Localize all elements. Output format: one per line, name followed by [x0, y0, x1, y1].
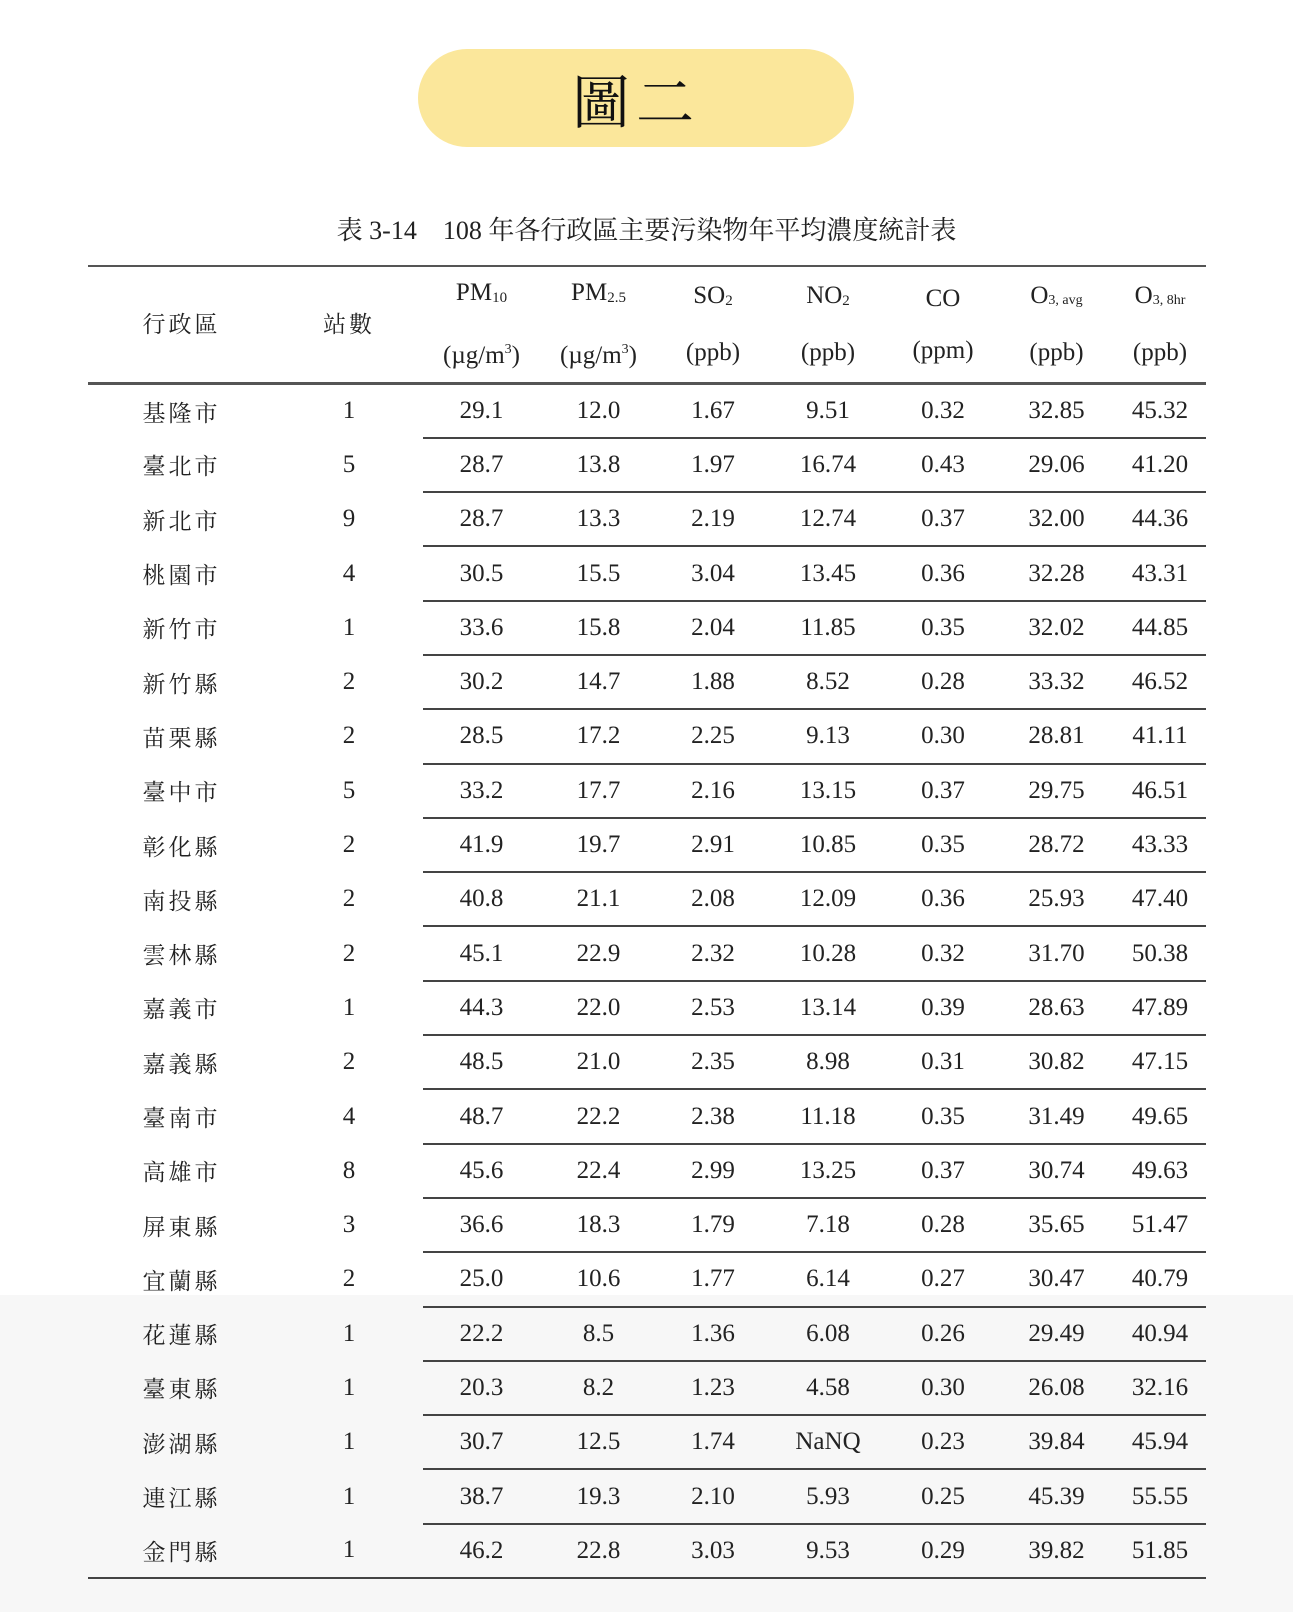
table-row	[88, 818, 1206, 872]
cell-pm10: 22.2	[423, 1307, 540, 1361]
cell-co: 0.29	[887, 1524, 999, 1578]
cell-pm25: 8.5	[540, 1307, 657, 1361]
cell-o3-8hr: 49.63	[1114, 1144, 1206, 1198]
cell-no2: 8.98	[769, 1035, 887, 1089]
pollutant-table-container	[88, 265, 1206, 1579]
cell-stations: 3	[342, 1211, 356, 1239]
cell-no2: 13.14	[769, 981, 887, 1035]
cell-no2: 11.18	[769, 1089, 887, 1143]
cell-co: 0.27	[887, 1252, 999, 1306]
cell-so2: 1.97	[657, 438, 769, 492]
cell-no2: NaNQ	[769, 1415, 887, 1469]
cell-no2: 13.25	[769, 1144, 887, 1198]
cell-stations: 1	[275, 1524, 423, 1578]
cell-o3-8hr: 44.85	[1114, 601, 1206, 655]
cell-o3-avg: 35.65	[999, 1198, 1114, 1252]
cell-no2: 13.15	[769, 764, 887, 818]
table-row	[88, 492, 1206, 546]
header-co: CO (ppm)	[887, 266, 999, 384]
cell-co: 0.35	[887, 1089, 999, 1143]
cell-pm10: 45.6	[423, 1144, 540, 1198]
cell-so2: 1.74	[657, 1415, 769, 1469]
table-row	[88, 1089, 1206, 1143]
cell-region: 南投縣	[142, 888, 221, 914]
cell-no2: 10.28	[769, 926, 887, 980]
cell-pm10: 33.2	[423, 764, 540, 818]
cell-pm25: 19.7	[540, 818, 657, 872]
cell-o3-8hr: 45.32	[1114, 384, 1206, 438]
cell-pm25: 21.1	[540, 872, 657, 926]
table-row	[88, 1144, 1206, 1198]
cell-region: 花蓮縣	[142, 1323, 221, 1349]
cell-o3-avg: 30.74	[999, 1144, 1114, 1198]
cell-region: 臺中市	[142, 780, 221, 806]
cell-pm10: 44.3	[423, 981, 540, 1035]
cell-co: 0.32	[887, 926, 999, 980]
cell-stations: 2	[342, 831, 356, 859]
cell-so2: 1.67	[657, 384, 769, 438]
cell-so2: 2.25	[657, 709, 769, 763]
cell-stations: 8	[342, 1156, 356, 1184]
cell-pm10: 30.2	[423, 655, 540, 709]
table-row	[88, 1415, 1206, 1469]
cell-pm10: 38.7	[423, 1469, 540, 1523]
header-pm25: $PM_{2.5}$ $(\mu g/m^3)$	[540, 266, 657, 384]
cell-co: 0.32	[887, 384, 999, 438]
cell-so2: 2.19	[657, 492, 769, 546]
header-o3-avg: $O_{3, avg}$ (ppb)	[999, 266, 1114, 384]
cell-stations: 5	[342, 776, 356, 804]
table-row	[88, 1198, 1206, 1252]
cell-so2: 2.38	[657, 1089, 769, 1143]
cell-pm10: 40.8	[423, 872, 540, 926]
cell-no2: 4.58	[769, 1361, 887, 1415]
cell-o3-avg: 30.82	[999, 1035, 1114, 1089]
table-row	[88, 546, 1206, 600]
cell-pm25: 13.8	[540, 438, 657, 492]
cell-o3-8hr: 47.15	[1114, 1035, 1206, 1089]
cell-co: 0.36	[887, 546, 999, 600]
cell-no2: 9.51	[769, 384, 887, 438]
cell-pm10: 20.3	[423, 1361, 540, 1415]
cell-stations: 4	[342, 559, 356, 587]
table-row	[88, 384, 1206, 438]
cell-pm25: 21.0	[540, 1035, 657, 1089]
cell-o3-8hr: 32.16	[1114, 1361, 1206, 1415]
cell-region: 臺東縣	[142, 1377, 221, 1403]
cell-region: 新竹縣	[142, 671, 221, 697]
cell-pm10: 41.9	[423, 818, 540, 872]
table-row	[88, 926, 1206, 980]
cell-so2: 2.53	[657, 981, 769, 1035]
figure-badge	[418, 49, 854, 147]
cell-stations: 4	[342, 1102, 356, 1130]
cell-stations: 5	[342, 450, 356, 478]
cell-o3-avg: 29.49	[999, 1307, 1114, 1361]
cell-pm10: 28.5	[423, 709, 540, 763]
cell-o3-8hr: 50.38	[1114, 926, 1206, 980]
cell-pm25: 14.7	[540, 655, 657, 709]
cell-o3-8hr: 46.51	[1114, 764, 1206, 818]
cell-no2: 5.93	[769, 1469, 887, 1523]
cell-pm10: 36.6	[423, 1198, 540, 1252]
cell-o3-avg: 28.72	[999, 818, 1114, 872]
cell-region: 高雄市	[142, 1160, 221, 1186]
cell-stations: 1	[342, 1482, 356, 1510]
cell-co: 0.31	[887, 1035, 999, 1089]
cell-co: 0.25	[887, 1469, 999, 1523]
cell-o3-avg: 30.47	[999, 1252, 1114, 1306]
table-row	[88, 709, 1206, 763]
cell-stations: 1	[342, 1373, 356, 1401]
cell-stations: 2	[342, 668, 356, 696]
header-no2: $NO_2$ (ppb)	[769, 266, 887, 384]
cell-pm25: 15.5	[540, 546, 657, 600]
cell-stations: 9	[342, 505, 356, 533]
cell-o3-8hr: 43.33	[1114, 818, 1206, 872]
cell-so2: 2.08	[657, 872, 769, 926]
cell-co: 0.23	[887, 1415, 999, 1469]
cell-region: 嘉義縣	[142, 1051, 221, 1077]
cell-co: 0.43	[887, 438, 999, 492]
cell-o3-avg: 31.70	[999, 926, 1114, 980]
cell-o3-avg: 39.84	[999, 1415, 1114, 1469]
cell-stations: 2	[342, 1265, 356, 1293]
cell-co: 0.37	[887, 1144, 999, 1198]
cell-so2: 1.88	[657, 655, 769, 709]
cell-pm25: 18.3	[540, 1198, 657, 1252]
cell-region: 屏東縣	[142, 1214, 221, 1240]
cell-so2: 2.32	[657, 926, 769, 980]
cell-pm25: 12.0	[540, 384, 657, 438]
cell-stations: 2	[342, 722, 356, 750]
table-row	[88, 601, 1206, 655]
cell-co: 0.37	[887, 492, 999, 546]
cell-no2: 6.14	[769, 1252, 887, 1306]
cell-pm25: 22.9	[540, 926, 657, 980]
cell-co: 0.28	[887, 1198, 999, 1252]
cell-no2: 9.53	[769, 1524, 887, 1578]
cell-co: 0.39	[887, 981, 999, 1035]
cell-pm10: 45.1	[423, 926, 540, 980]
header-pm10: $PM_{10}$ $(\mu g/m^3)$	[423, 266, 540, 384]
cell-co: 0.37	[887, 764, 999, 818]
cell-o3-8hr: 40.94	[1114, 1307, 1206, 1361]
cell-pm25: 19.3	[540, 1469, 657, 1523]
cell-no2: 9.13	[769, 709, 887, 763]
cell-o3-avg: 28.63	[999, 981, 1114, 1035]
cell-pm10: 29.1	[423, 384, 540, 438]
table-caption: 表 3-14 108 年各行政區主要污染物年平均濃度統計表	[336, 216, 957, 245]
cell-pm25: 22.4	[540, 1144, 657, 1198]
cell-region: 雲林縣	[142, 943, 221, 969]
cell-so2: 2.16	[657, 764, 769, 818]
cell-region: 彰化縣	[142, 834, 221, 860]
cell-pm25: 22.0	[540, 981, 657, 1035]
cell-so2: 1.77	[657, 1252, 769, 1306]
cell-so2: 1.79	[657, 1198, 769, 1252]
cell-o3-8hr: 49.65	[1114, 1089, 1206, 1143]
cell-no2: 12.09	[769, 872, 887, 926]
cell-pm25: 17.2	[540, 709, 657, 763]
cell-co: 0.30	[887, 1361, 999, 1415]
cell-o3-8hr: 41.11	[1114, 709, 1206, 763]
cell-so2: 2.04	[657, 601, 769, 655]
cell-o3-avg: 32.00	[999, 492, 1114, 546]
cell-region: 臺南市	[142, 1106, 221, 1131]
cell-so2: 1.23	[657, 1361, 769, 1415]
cell-no2: 6.08	[769, 1307, 887, 1361]
cell-pm10: 25.0	[423, 1252, 540, 1306]
cell-stations: 2	[342, 885, 356, 913]
cell-so2: 2.99	[657, 1144, 769, 1198]
cell-no2: 7.18	[769, 1198, 887, 1252]
cell-region: 臺北市	[142, 454, 221, 480]
cell-pm25: 10.6	[540, 1252, 657, 1306]
cell-o3-avg: 39.82	[999, 1524, 1114, 1578]
cell-o3-8hr: 51.47	[1114, 1198, 1206, 1252]
cell-region: 嘉義市	[142, 997, 221, 1023]
cell-so2: 2.10	[657, 1469, 769, 1523]
cell-region: 基隆市	[142, 400, 221, 426]
cell-o3-8hr: 55.55	[1114, 1469, 1206, 1523]
cell-o3-avg: 45.39	[999, 1469, 1114, 1523]
header-o3-8hr: $O_{3, 8hr}$ (ppb)	[1114, 266, 1206, 384]
cell-pm25: 17.7	[540, 764, 657, 818]
cell-o3-8hr: 44.36	[1114, 492, 1206, 546]
table-header-row	[88, 266, 1206, 384]
cell-no2: 10.85	[769, 818, 887, 872]
cell-o3-avg: 33.32	[999, 655, 1114, 709]
cell-pm10: 28.7	[423, 438, 540, 492]
cell-stations: 1	[342, 1319, 356, 1347]
cell-stations: 2	[342, 939, 356, 967]
cell-o3-8hr: 51.85	[1114, 1524, 1206, 1578]
cell-o3-avg: 25.93	[999, 872, 1114, 926]
table-row	[88, 1524, 1206, 1578]
cell-pm10: 28.7	[423, 492, 540, 546]
cell-so2: 2.91	[657, 818, 769, 872]
cell-co: 0.35	[887, 818, 999, 872]
cell-region: 新北市	[142, 508, 221, 534]
cell-pm25: 22.8	[540, 1524, 657, 1578]
cell-no2: 13.45	[769, 546, 887, 600]
cell-o3-avg: 29.06	[999, 438, 1114, 492]
cell-pm25: 8.2	[540, 1361, 657, 1415]
cell-o3-8hr: 40.79	[1114, 1252, 1206, 1306]
header-region: 行政區	[88, 266, 275, 384]
cell-o3-avg: 32.02	[999, 601, 1114, 655]
cell-co: 0.30	[887, 709, 999, 763]
cell-o3-avg: 32.28	[999, 546, 1114, 600]
cell-so2: 1.36	[657, 1307, 769, 1361]
cell-o3-avg: 26.08	[999, 1361, 1114, 1415]
table-row	[88, 1307, 1206, 1361]
cell-co: 0.36	[887, 872, 999, 926]
cell-o3-8hr: 47.40	[1114, 872, 1206, 926]
cell-o3-8hr: 46.52	[1114, 655, 1206, 709]
cell-region: 連江縣	[142, 1486, 221, 1512]
cell-o3-8hr: 45.94	[1114, 1415, 1206, 1469]
table-row	[88, 655, 1206, 709]
header-stations: 站數	[275, 266, 423, 384]
cell-o3-avg: 31.49	[999, 1089, 1114, 1143]
cell-pm10: 46.2	[423, 1524, 540, 1578]
cell-so2: 3.03	[657, 1524, 769, 1578]
cell-pm25: 13.3	[540, 492, 657, 546]
cell-pm10: 30.7	[423, 1415, 540, 1469]
cell-so2: 3.04	[657, 546, 769, 600]
cell-pm25: 22.2	[540, 1089, 657, 1143]
cell-stations: 1	[342, 397, 356, 425]
cell-region: 桃園市	[142, 563, 221, 589]
cell-no2: 8.52	[769, 655, 887, 709]
cell-pm10: 30.5	[423, 546, 540, 600]
cell-so2: 2.35	[657, 1035, 769, 1089]
cell-region: 新竹市	[142, 617, 221, 643]
cell-region: 苗栗縣	[142, 725, 221, 751]
cell-pm10: 33.6	[423, 601, 540, 655]
cell-region: 宜蘭縣	[142, 1268, 221, 1294]
cell-pm25: 12.5	[540, 1415, 657, 1469]
table-row	[88, 1252, 1206, 1306]
cell-stations: 1	[342, 613, 356, 641]
table-row	[88, 1361, 1206, 1415]
table-body	[88, 384, 1206, 1579]
cell-no2: 11.85	[769, 601, 887, 655]
cell-region: 澎湖縣	[142, 1431, 221, 1457]
cell-stations: 2	[342, 1048, 356, 1076]
cell-no2: 12.74	[769, 492, 887, 546]
cell-stations: 1	[342, 1428, 356, 1456]
cell-pm10: 48.7	[423, 1089, 540, 1143]
table-row	[88, 438, 1206, 492]
table-row	[88, 764, 1206, 818]
cell-o3-avg: 29.75	[999, 764, 1114, 818]
cell-pm25: 15.8	[540, 601, 657, 655]
table-row	[88, 1035, 1206, 1089]
table-row	[88, 1469, 1206, 1523]
table-row	[88, 981, 1206, 1035]
cell-stations: 1	[342, 993, 356, 1021]
cell-o3-avg: 28.81	[999, 709, 1114, 763]
table-row	[88, 872, 1206, 926]
cell-o3-avg: 32.85	[999, 384, 1114, 438]
cell-co: 0.35	[887, 601, 999, 655]
cell-no2: 16.74	[769, 438, 887, 492]
cell-o3-8hr: 41.20	[1114, 438, 1206, 492]
header-so2: $SO_2$ (ppb)	[657, 266, 769, 384]
cell-co: 0.26	[887, 1307, 999, 1361]
cell-co: 0.28	[887, 655, 999, 709]
figure-badge-label: 圖二	[571, 69, 700, 137]
cell-pm10: 48.5	[423, 1035, 540, 1089]
cell-o3-8hr: 43.31	[1114, 546, 1206, 600]
pollutant-table	[88, 265, 1206, 1579]
cell-region: 金門縣	[88, 1524, 275, 1578]
cell-o3-8hr: 47.89	[1114, 981, 1206, 1035]
